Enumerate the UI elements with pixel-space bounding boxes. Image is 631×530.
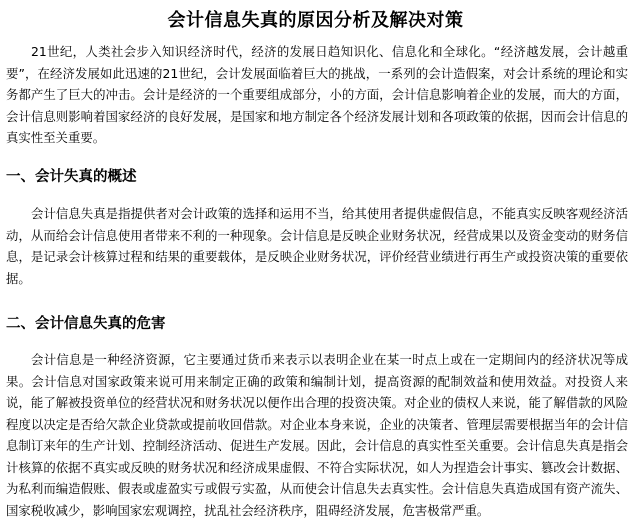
- intro-paragraph: 21世纪，人类社会步入知识经济时代，经济的发展日趋知识化、信息化和全球化。“经济越发展，会计越重要”，在经济发展如此迅速的21世纪，会计发展面临着巨大的挑战，一系列的会计造假案，对会计系统的理论和实务都产生了巨大的冲击。会计是经济的一个重要组成部分，小的方面，会计信息影响着企业的发展，而大的方面，会计信息则影响着国家经济的良好发展，是国家和地方制定各个经济发展计划和各项政策的依据，因而会计信息的真实性至关重要。: [6, 44, 628, 145]
- section-body-harm: 会计信息是一种经济资源，它主要通过货币来表示以表明企业在某一时点上或在一定期间内的经济状况等成果。会计信息对国家政策来说可用来制定正确的政策和编制计划，提高资源的配制效益和使用效益。对投资人来说，能了解被投资单位的经营状况和财务状况以便作出合理的投资决策。对企业的债权人来说，能了解借款的风险程度以决定是否给欠款企业贷款或提前收回借款。对企业本身来说，企业的决策者、管理层需要根据当年的会计信息制订来年的生产计划、控制经济活动、促进生产发展。因此，会计信息的真实性至关重要。会计信息失真是指会计核算的依据不真实或反映的财务状况和经济成果虚假、不符合实际状况，如人为捏造会计事实、篡改会计数据、为私利而编造假账、假表或虚盈实亏或假亏实盈，从而使会计信息失去真实性。会计信息失真造成国有资产流失、国家税收减少，影响国家宏观调控，扰乱社会经济秩序，阻碍经济发展，危害极常严重。: [6, 352, 628, 518]
- section-heading-harm: 二、会计信息失真的危害: [6, 316, 166, 332]
- document-title: 会计信息失真的原因分析及解决对策: [167, 10, 464, 31]
- section-body-overview: 会计信息失真是指提供者对会计政策的选择和运用不当，给其使用者提供虚假信息，不能真实反映客观经济活动，从而给会计信息使用者带来不利的一种现象。会计信息是反映企业财务状况，经营成果以及资金变动的财务信息，是记录会计核算过程和结果的重要载体，是反映企业财务状况，评价经营业绩进行再生产或投资决策的重要依据。: [6, 206, 628, 286]
- section-heading-overview: 一、会计失真的概述: [6, 169, 137, 185]
